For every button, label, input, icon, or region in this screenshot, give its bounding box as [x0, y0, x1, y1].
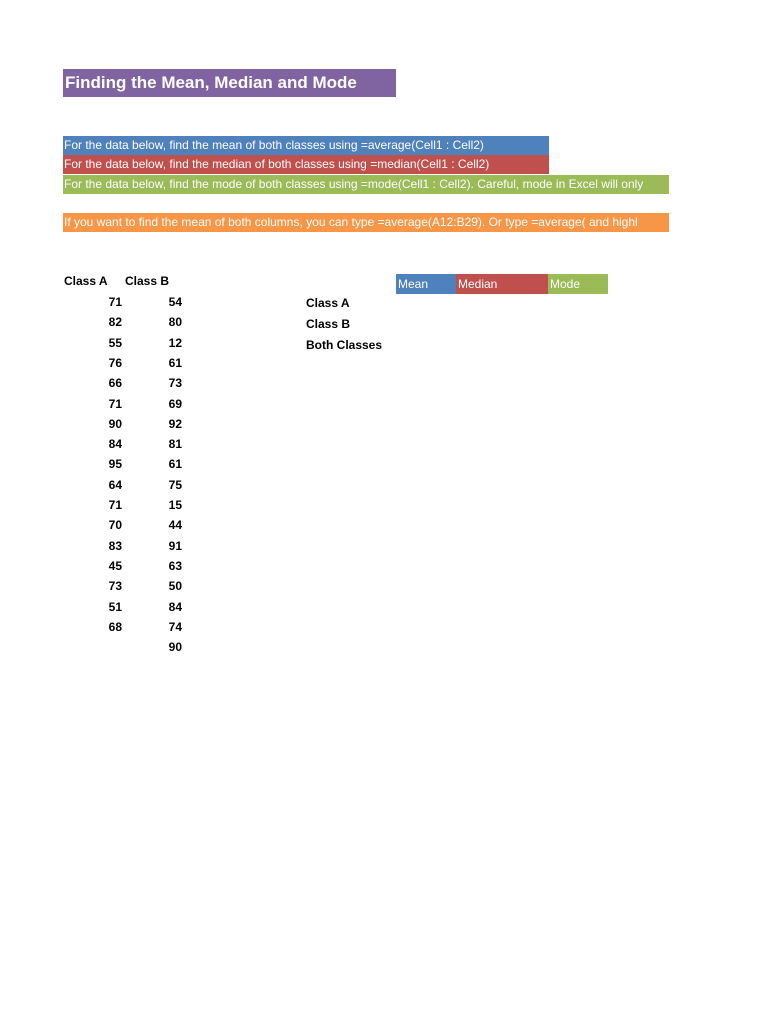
stats-row-class-b: Class B — [306, 317, 351, 331]
class-b-cell: 61 — [168, 457, 182, 472]
class-a-cell: 73 — [108, 579, 122, 594]
class-b-cell: 90 — [168, 640, 182, 655]
class-b-cell: 75 — [168, 477, 182, 492]
class-a-cell: 68 — [108, 619, 122, 634]
mean-header: Mean — [396, 274, 456, 294]
class-a-cell: 95 — [108, 457, 122, 472]
class-a-cell: 84 — [108, 437, 122, 452]
mode-instruction: For the data below, find the mode of both classes using =mode(Cell1 : Cell2). Careful, mode in Excel will only — [63, 175, 669, 194]
median-header: Median — [456, 274, 548, 294]
class-b-cell: 91 — [168, 538, 182, 553]
class-a-cell: 70 — [108, 518, 122, 533]
class-b-cell: 92 — [168, 416, 182, 431]
class-b-cell: 81 — [168, 437, 182, 452]
class-a-cell: 76 — [108, 355, 122, 370]
stats-row-class-a: Class A — [306, 296, 350, 310]
page-title: Finding the Mean, Median and Mode — [63, 69, 396, 97]
mode-header: Mode — [548, 274, 608, 294]
class-b-cell: 69 — [168, 396, 182, 411]
class-b-cell: 50 — [168, 579, 182, 594]
class-b-cell: 12 — [168, 335, 182, 350]
class-b-cell: 74 — [168, 619, 182, 634]
class-a-cell: 71 — [108, 396, 122, 411]
class-b-cell: 63 — [168, 558, 182, 573]
class-a-cell: 55 — [108, 335, 122, 350]
both-columns-note: If you want to find the mean of both columns, you can type =average(A12:B29). Or type =average( and highl — [63, 213, 669, 232]
class-a-header: Class A — [64, 274, 108, 288]
class-b-cell: 15 — [168, 498, 182, 512]
class-b-header: Class B — [125, 274, 170, 288]
class-b-cell: 80 — [168, 315, 182, 330]
mean-instruction: For the data below, find the mean of both classes using =average(Cell1 : Cell2) — [63, 136, 549, 155]
class-b-cell: 54 — [168, 295, 182, 309]
class-a-cell: 82 — [108, 315, 122, 330]
class-a-cell: 90 — [108, 416, 122, 431]
class-a-cell: 71 — [108, 295, 122, 309]
stats-row-both-classes: Both Classes — [306, 338, 383, 352]
class-b-cell: 84 — [168, 599, 182, 614]
class-b-cell: 73 — [168, 376, 182, 391]
class-a-cell: 64 — [108, 477, 122, 492]
class-a-cell: 71 — [108, 498, 122, 512]
class-b-cell: 44 — [168, 518, 182, 533]
class-a-cell: 66 — [108, 376, 122, 391]
class-a-cell: 83 — [108, 538, 122, 553]
class-a-cell: 51 — [108, 599, 122, 614]
class-b-cell: 61 — [168, 355, 182, 370]
median-instruction: For the data below, find the median of both classes using =median(Cell1 : Cell2) — [63, 155, 549, 174]
class-a-cell: 45 — [108, 558, 122, 573]
